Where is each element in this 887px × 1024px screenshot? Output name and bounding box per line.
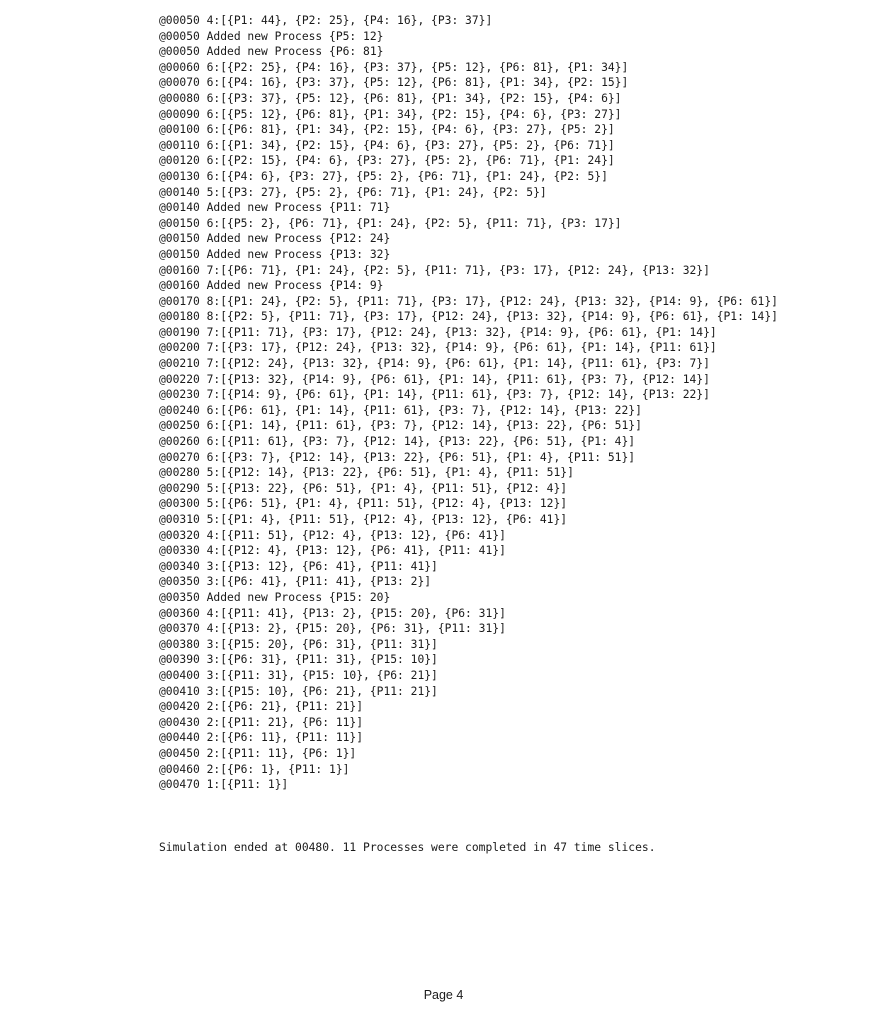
- log-line: @00120 6:[{P2: 15}, {P4: 6}, {P3: 27}, {P5: 2}, {P6: 71}, {P1: 24}]: [159, 154, 615, 168]
- log-line: @00050 4:[{P1: 44}, {P2: 25}, {P4: 16}, {P3: 37}]: [159, 14, 493, 27]
- log-line: @00110 6:[{P1: 34}, {P2: 15}, {P4: 6}, {P3: 27}, {P5: 2}, {P6: 71}]: [159, 138, 615, 152]
- log-line: @00200 7:[{P3: 17}, {P12: 24}, {P13: 32}, {P14: 9}, {P6: 61}, {P1: 14}, {P11: 61}]: [159, 341, 717, 355]
- log-line: @00390 3:[{P6: 31}, {P11: 31}, {P15: 10}]: [159, 653, 438, 667]
- log-line: @00290 5:[{P13: 22}, {P6: 51}, {P1: 4}, {P11: 51}, {P12: 4}]: [159, 481, 568, 495]
- log-line: @00210 7:[{P12: 24}, {P13: 32}, {P14: 9}, {P6: 61}, {P1: 14}, {P11: 61}, {P3: 7}]: [159, 357, 710, 371]
- log-line: @00180 8:[{P2: 5}, {P11: 71}, {P3: 17}, {P12: 24}, {P13: 32}, {P14: 9}, {P6: 61}, {P1: 14}]: [159, 310, 778, 324]
- log-line: @00060 6:[{P2: 25}, {P4: 16}, {P3: 37}, {P5: 12}, {P6: 81}, {P1: 34}]: [159, 60, 629, 74]
- page-number: Page 4: [423, 988, 464, 1002]
- log-line: @00160 Added new Process {P14: 9}: [159, 279, 384, 293]
- log-line: @00360 4:[{P11: 41}, {P13: 2}, {P15: 20}, {P6: 31}]: [159, 606, 506, 620]
- log-line: @00350 Added new Process {P15: 20}: [159, 590, 391, 604]
- log-line: @00450 2:[{P11: 11}, {P6: 1}]: [159, 746, 357, 760]
- log-line: @00170 8:[{P1: 24}, {P2: 5}, {P11: 71}, {P3: 17}, {P12: 24}, {P13: 32}, {P14: 9}, {P6: 61}]: [159, 294, 778, 308]
- log-line: @00400 3:[{P11: 31}, {P15: 10}, {P6: 21}]: [159, 668, 438, 682]
- log-line: @00240 6:[{P6: 61}, {P1: 14}, {P11: 61}, {P3: 7}, {P12: 14}, {P13: 22}]: [159, 403, 642, 417]
- log-line: @00150 Added new Process {P12: 24}: [159, 232, 391, 246]
- log-line: @00470 1:[{P11: 1}]: [159, 778, 289, 792]
- log-line: @00430 2:[{P11: 21}, {P6: 11}]: [159, 715, 364, 729]
- log-line: @00050 Added new Process {P6: 81}: [159, 45, 384, 59]
- log-line: @00260 6:[{P11: 61}, {P3: 7}, {P12: 14}, {P13: 22}, {P6: 51}, {P1: 4}]: [159, 435, 636, 449]
- log-line: @00050 Added new Process {P5: 12}: [159, 29, 384, 43]
- log-line: @00330 4:[{P12: 4}, {P13: 12}, {P6: 41}, {P11: 41}]: [159, 544, 506, 558]
- simulation-summary: Simulation ended at 00480. 11 Processes were completed in 47 time slices.: [159, 841, 656, 854]
- log-line: @00410 3:[{P15: 10}, {P6: 21}, {P11: 21}]: [159, 684, 438, 698]
- log-line: @00270 6:[{P3: 7}, {P12: 14}, {P13: 22}, {P6: 51}, {P1: 4}, {P11: 51}]: [159, 450, 636, 464]
- log-line: @00460 2:[{P6: 1}, {P11: 1}]: [159, 762, 350, 776]
- log-line: @00230 7:[{P14: 9}, {P6: 61}, {P1: 14}, {P11: 61}, {P3: 7}, {P12: 14}, {P13: 22}]: [159, 388, 710, 402]
- log-line: @00150 Added new Process {P13: 32}: [159, 247, 391, 261]
- log-line: @00420 2:[{P6: 21}, {P11: 21}]: [159, 700, 364, 714]
- log-line: @00250 6:[{P1: 14}, {P11: 61}, {P3: 7}, {P12: 14}, {P13: 22}, {P6: 51}]: [159, 419, 642, 433]
- log-line: @00190 7:[{P11: 71}, {P3: 17}, {P12: 24}, {P13: 32}, {P14: 9}, {P6: 61}, {P1: 14}]: [159, 325, 717, 339]
- log-line: @00140 5:[{P3: 27}, {P5: 2}, {P6: 71}, {P1: 24}, {P2: 5}]: [159, 185, 547, 199]
- log-line: @00280 5:[{P12: 14}, {P13: 22}, {P6: 51}, {P1: 4}, {P11: 51}]: [159, 466, 574, 480]
- log-line: @00310 5:[{P1: 4}, {P11: 51}, {P12: 4}, {P13: 12}, {P6: 41}]: [159, 513, 568, 526]
- log-line: @00320 4:[{P11: 51}, {P12: 4}, {P13: 12}, {P6: 41}]: [159, 528, 506, 542]
- log-line: @00070 6:[{P4: 16}, {P3: 37}, {P5: 12}, {P6: 81}, {P1: 34}, {P2: 15}]: [159, 76, 629, 90]
- log-line: @00300 5:[{P6: 51}, {P1: 4}, {P11: 51}, {P12: 4}, {P13: 12}]: [159, 497, 568, 511]
- log-line: @00150 6:[{P5: 2}, {P6: 71}, {P1: 24}, {P2: 5}, {P11: 71}, {P3: 17}]: [159, 216, 622, 230]
- simulation-log: [159, 13, 799, 793]
- log-line: @00130 6:[{P4: 6}, {P3: 27}, {P5: 2}, {P6: 71}, {P1: 24}, {P2: 5}]: [159, 169, 608, 183]
- log-line: @00440 2:[{P6: 11}, {P11: 11}]: [159, 731, 364, 745]
- log-line: @00340 3:[{P13: 12}, {P6: 41}, {P11: 41}]: [159, 559, 438, 573]
- log-line: @00080 6:[{P3: 37}, {P5: 12}, {P6: 81}, {P1: 34}, {P2: 15}, {P4: 6}]: [159, 91, 622, 105]
- log-line: @00160 7:[{P6: 71}, {P1: 24}, {P2: 5}, {P11: 71}, {P3: 17}, {P12: 24}, {P13: 32}]: [159, 263, 710, 277]
- log-line: @00220 7:[{P13: 32}, {P14: 9}, {P6: 61}, {P1: 14}, {P11: 61}, {P3: 7}, {P12: 14}]: [159, 372, 710, 386]
- log-line: @00350 3:[{P6: 41}, {P11: 41}, {P13: 2}]: [159, 575, 432, 589]
- log-line: @00100 6:[{P6: 81}, {P1: 34}, {P2: 15}, {P4: 6}, {P3: 27}, {P5: 2}]: [159, 123, 615, 137]
- log-line: @00370 4:[{P13: 2}, {P15: 20}, {P6: 31}, {P11: 31}]: [159, 622, 506, 636]
- log-line: @00090 6:[{P5: 12}, {P6: 81}, {P1: 34}, {P2: 15}, {P4: 6}, {P3: 27}]: [159, 107, 622, 121]
- log-line: @00140 Added new Process {P11: 71}: [159, 201, 391, 215]
- log-line: @00380 3:[{P15: 20}, {P6: 31}, {P11: 31}]: [159, 637, 438, 651]
